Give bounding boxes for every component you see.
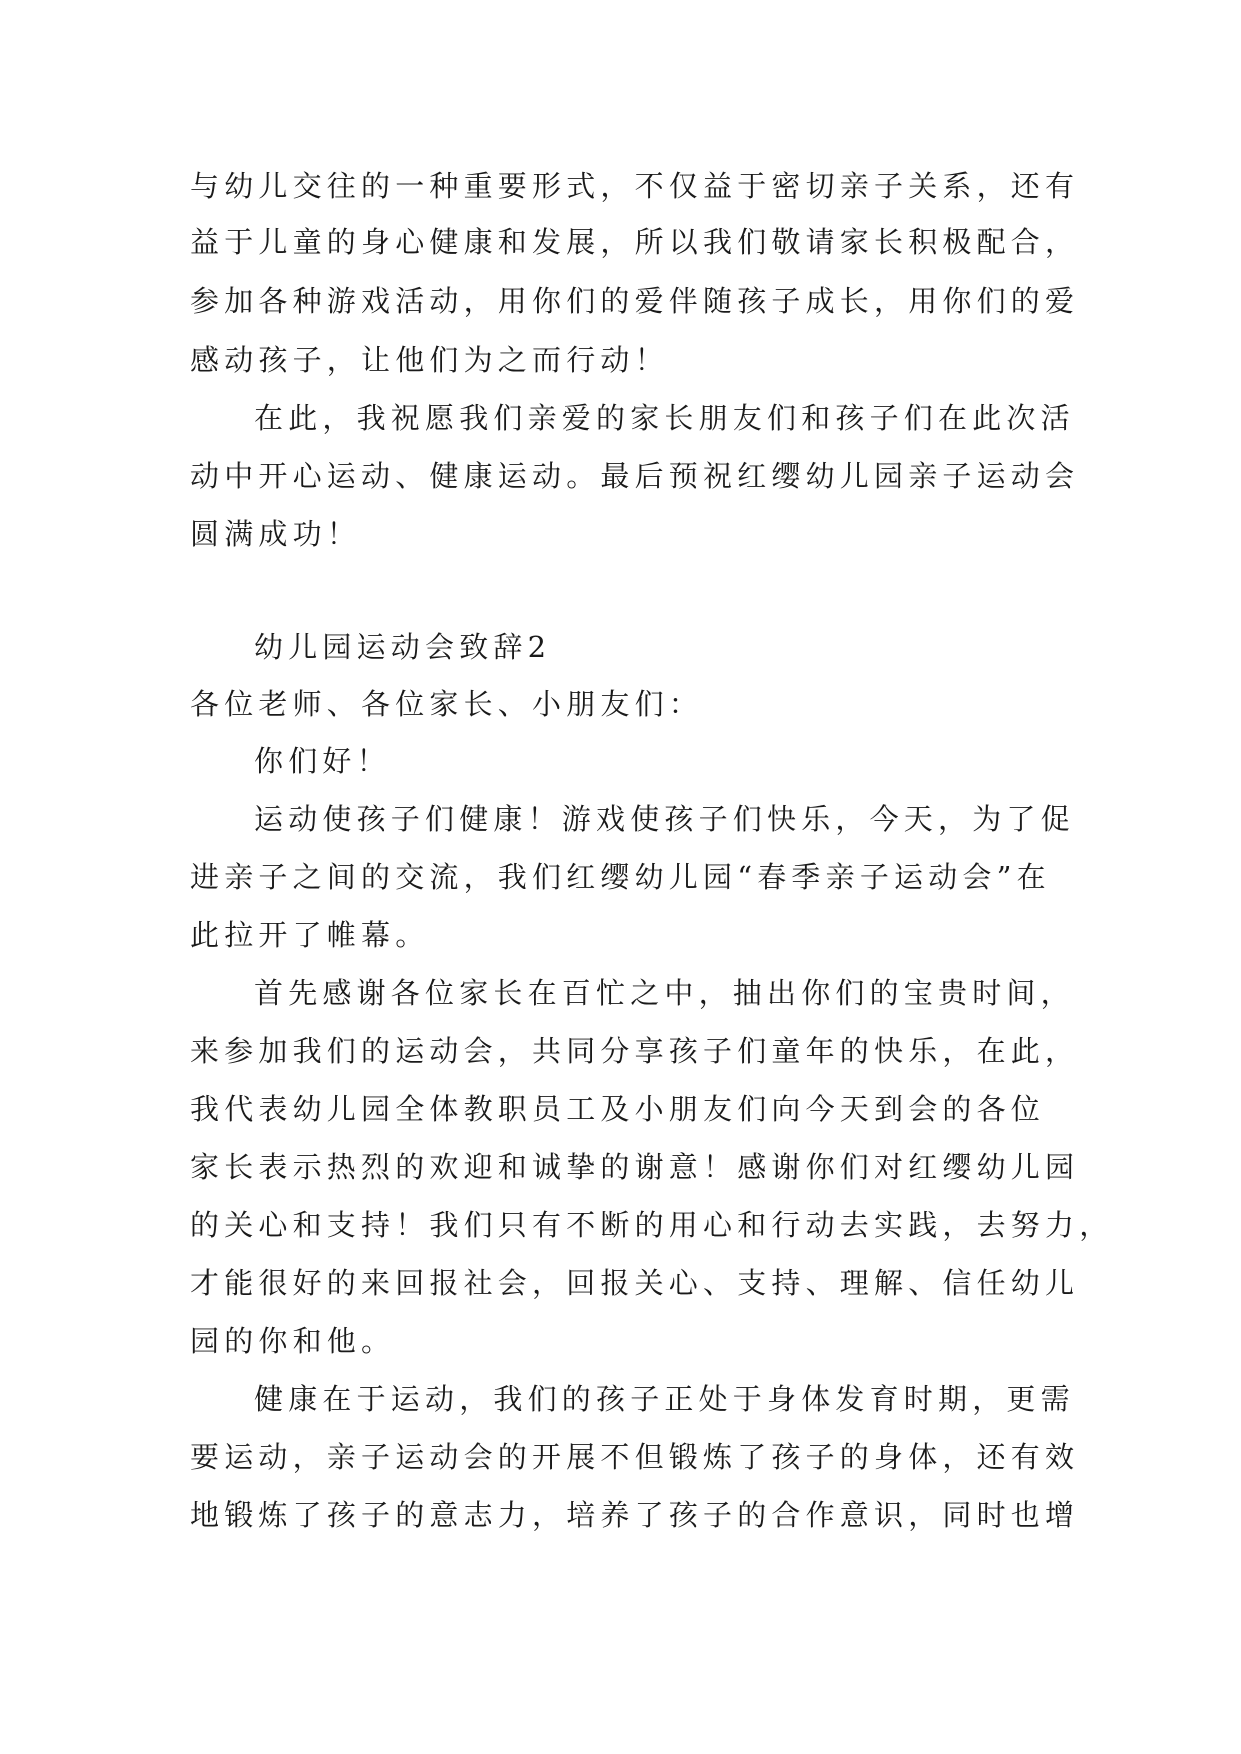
paragraph-line: 来参加我们的运动会，共同分享孩子们童年的快乐，在此， [190,1034,1080,1068]
paragraph-line: 参加各种游戏活动，用你们的爱伴随孩子成长，用你们的爱 [190,284,1080,318]
section-heading: 幼儿园运动会致辞2 [254,630,552,664]
paragraph-line: 此拉开了帷幕。 [190,918,430,952]
salutation: 各位老师、各位家长、小朋友们： [190,687,704,721]
paragraph-line: 园的你和他。 [190,1324,396,1358]
paragraph-line: 地锻炼了孩子的意志力，培养了孩子的合作意识，同时也增 [190,1498,1080,1532]
paragraph-line: 与幼儿交往的一种重要形式，不仅益于密切亲子关系，还有 [190,169,1080,203]
paragraph-line: 益于儿童的身心健康和发展，所以我们敬请家长积极配合， [190,225,1080,259]
greeting: 你们好！ [254,744,391,778]
paragraph-line: 运动使孩子们健康！游戏使孩子们快乐，今天，为了促 [254,802,1075,836]
paragraph-line: 家长表示热烈的欢迎和诚挚的谢意！感谢你们对红缨幼儿园 [190,1150,1080,1184]
paragraph-line: 的关心和支持！我们只有不断的用心和行动去实践，去努力， [190,1208,1114,1242]
paragraph-line: 在此，我祝愿我们亲爱的家长朋友们和孩子们在此次活 [254,401,1075,435]
paragraph-line: 首先感谢各位家长在百忙之中，抽出你们的宝贵时间， [254,976,1075,1010]
paragraph-line: 要运动，亲子运动会的开展不但锻炼了孩子的身体，还有效 [190,1440,1080,1474]
paragraph-line: 感动孩子，让他们为之而行动！ [190,343,669,377]
paragraph-line: 圆满成功！ [190,517,362,551]
paragraph-line: 我代表幼儿园全体教职员工及小朋友们向今天到会的各位 [190,1092,1046,1126]
paragraph-line: 健康在于运动，我们的孩子正处于身体发育时期，更需 [254,1382,1075,1416]
paragraph-line: 动中开心运动、健康运动。最后预祝红缨幼儿园亲子运动会 [190,459,1080,493]
paragraph-line: 进亲子之间的交流，我们红缨幼儿园“春季亲子运动会”在 [190,860,1051,894]
paragraph-line: 才能很好的来回报社会，回报关心、支持、理解、信任幼儿 [190,1266,1080,1300]
